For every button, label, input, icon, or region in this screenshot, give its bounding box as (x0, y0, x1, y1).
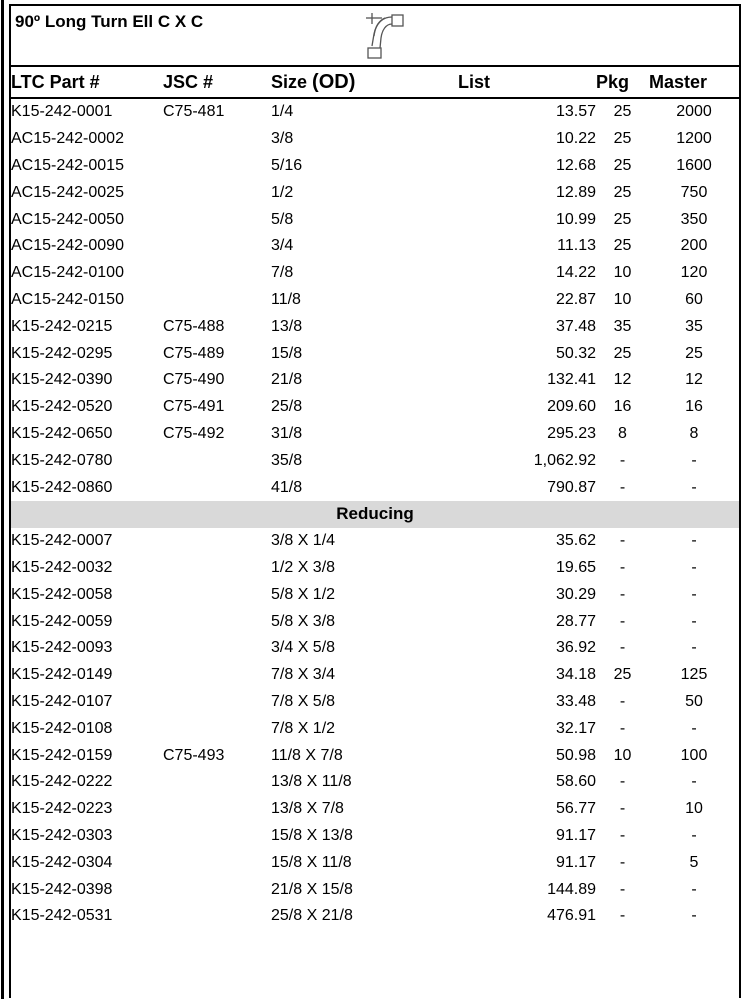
table-row (11, 823, 739, 850)
cell-jsc-number (163, 662, 271, 689)
table-row (11, 715, 739, 742)
cell-size: 3/4 (271, 237, 294, 255)
header-pkg: Pkg (596, 66, 649, 98)
cell-size: 3/8 (271, 130, 294, 148)
cell-list-price: 37.48 (555, 317, 596, 335)
cell-pkg: 8 (618, 424, 627, 442)
cell-pkg: 10 (613, 290, 632, 308)
cell-size: 11/8 (271, 290, 301, 308)
cell-size: 7/8 (271, 264, 294, 282)
cell-jsc-number (163, 769, 271, 796)
cell-list-price: 132.41 (547, 371, 596, 389)
cell-jsc-number (163, 528, 271, 555)
cell-size: 5/8 X 1/2 (271, 585, 336, 603)
cell-pkg: - (619, 612, 626, 630)
table-row (11, 876, 739, 903)
cell-list-price: 91.17 (555, 853, 596, 871)
table-row (11, 474, 739, 501)
cell-pkg: 25 (613, 183, 632, 201)
cell-part-number: AC15-242-0100 (11, 264, 124, 282)
cell-jsc-number (163, 126, 271, 153)
cell-pkg: 12 (613, 371, 632, 389)
cell-size: 35/8 (271, 451, 303, 469)
header-master: Master (649, 66, 739, 98)
cell-part-number: K15-242-0058 (11, 585, 113, 603)
cell-list-price: 12.68 (555, 156, 596, 174)
cell-list-price: 50.98 (555, 746, 596, 764)
cell-master: 8 (689, 424, 699, 442)
cell-jsc-number (163, 555, 271, 582)
cell-part-number: K15-242-0107 (11, 692, 113, 710)
cell-jsc-number (163, 153, 271, 180)
table-row (11, 608, 739, 635)
cell-master: 750 (680, 183, 708, 201)
cell-pkg: 25 (613, 156, 632, 174)
cell-list-price: 476.91 (547, 907, 596, 925)
cell-jsc-number (163, 689, 271, 716)
cell-jsc-number (163, 474, 271, 501)
table-row (11, 153, 739, 180)
table-row (11, 179, 739, 206)
header-size-od: (OD) (312, 70, 356, 93)
cell-master: - (691, 451, 697, 469)
cell-pkg: 25 (613, 130, 632, 148)
table-row (11, 260, 739, 287)
cell-part-number: K15-242-0159 (11, 746, 113, 764)
cell-list-price: 36.92 (555, 639, 596, 657)
cell-master: 125 (680, 666, 708, 684)
cell-list-price: 10.99 (555, 210, 596, 228)
cell-jsc-number: C75-488 (163, 317, 225, 335)
cell-size: 21/8 (271, 371, 303, 389)
cell-size: 15/8 (271, 344, 303, 362)
parts-table (11, 65, 739, 930)
cell-part-number: K15-242-0215 (11, 317, 113, 335)
cell-pkg: - (619, 800, 626, 818)
cell-part-number: K15-242-0108 (11, 719, 113, 737)
table-row (11, 340, 739, 367)
cell-size: 7/8 X 1/2 (271, 719, 336, 737)
cell-pkg: - (619, 478, 626, 496)
table-row (11, 394, 739, 421)
cell-pkg: 25 (613, 666, 632, 684)
page-title: 90º Long Turn Ell C X C (15, 12, 204, 31)
cell-part-number: K15-242-0093 (11, 639, 113, 657)
cell-master: 120 (680, 264, 708, 282)
cell-master: - (691, 612, 697, 630)
cell-jsc-number: C75-492 (163, 424, 225, 442)
table-row (11, 447, 739, 474)
cell-list-price: 35.62 (555, 532, 596, 550)
cell-size: 13/8 X 7/8 (271, 800, 344, 818)
cell-master: 1200 (676, 130, 712, 148)
cell-master: - (691, 719, 697, 737)
cell-jsc-number: C75-491 (163, 398, 225, 416)
cell-list-price: 11.13 (557, 237, 596, 255)
cell-size: 11/8 X 7/8 (271, 746, 343, 764)
cell-pkg: 25 (613, 210, 632, 228)
cell-jsc-number (163, 823, 271, 850)
cell-list-price: 22.87 (555, 290, 596, 308)
cell-size: 41/8 (271, 478, 303, 496)
cell-size: 5/8 X 3/8 (271, 612, 336, 630)
cell-master: 60 (685, 290, 703, 308)
cell-list-price: 58.60 (555, 773, 596, 791)
cell-part-number: K15-242-0860 (11, 478, 113, 496)
table-row (11, 635, 739, 662)
cell-pkg: 25 (613, 103, 632, 121)
cell-master: - (691, 478, 697, 496)
cell-list-price: 13.57 (555, 103, 596, 121)
cell-size: 1/4 (271, 103, 294, 121)
cell-list-price: 34.18 (555, 666, 596, 684)
cell-pkg: 25 (613, 344, 632, 362)
table-row (11, 421, 739, 448)
header-size (271, 66, 458, 98)
cell-pkg: - (619, 451, 626, 469)
cell-master: - (691, 880, 697, 898)
cell-part-number: AC15-242-0025 (11, 183, 124, 201)
cell-jsc-number: C75-489 (163, 344, 225, 362)
cell-size: 15/8 X 11/8 (271, 853, 352, 871)
cell-master: - (691, 639, 697, 657)
cell-jsc-number (163, 796, 271, 823)
cell-master: - (691, 907, 697, 925)
cell-master: - (691, 826, 697, 844)
cell-master: 50 (685, 692, 703, 710)
cell-jsc-number (163, 849, 271, 876)
cell-pkg: 10 (613, 264, 632, 282)
cell-jsc-number (163, 903, 271, 930)
cell-pkg: - (619, 826, 626, 844)
cell-jsc-number (163, 260, 271, 287)
cell-part-number: K15-242-0390 (11, 371, 113, 389)
cell-master: 350 (680, 210, 708, 228)
table-row (11, 206, 739, 233)
cell-pkg: - (619, 558, 626, 576)
cell-part-number: K15-242-0059 (11, 612, 113, 630)
cell-size: 3/4 X 5/8 (271, 639, 336, 657)
cell-master: 1600 (676, 156, 712, 174)
cell-master: 25 (685, 344, 703, 362)
cell-jsc-number (163, 608, 271, 635)
header-list: List (458, 66, 596, 98)
cell-part-number: K15-242-0520 (11, 398, 113, 416)
table-row (11, 742, 739, 769)
section-header-reducing (11, 501, 739, 528)
cell-pkg: - (619, 853, 626, 871)
cell-master: - (691, 773, 697, 791)
table-row (11, 662, 739, 689)
table-row (11, 126, 739, 153)
cell-pkg: - (619, 639, 626, 657)
cell-part-number: K15-242-0001 (11, 103, 113, 121)
cell-size: 7/8 X 5/8 (271, 692, 336, 710)
cell-pkg: - (619, 585, 626, 603)
cell-list-price: 295.23 (547, 424, 596, 442)
price-sheet (9, 4, 741, 998)
cell-part-number: K15-242-0222 (11, 773, 113, 791)
table-row (11, 367, 739, 394)
cell-list-price: 56.77 (555, 800, 596, 818)
cell-master: - (691, 532, 697, 550)
cell-master: - (691, 558, 697, 576)
table-row (11, 849, 739, 876)
cell-jsc-number (163, 715, 271, 742)
cell-size: 15/8 X 13/8 (271, 826, 353, 844)
cell-master: 16 (685, 398, 703, 416)
cell-size: 25/8 (271, 398, 303, 416)
left-margin-bar (1, 0, 4, 999)
section-label: Reducing (11, 501, 739, 528)
cell-part-number: AC15-242-0002 (11, 130, 124, 148)
cell-part-number: AC15-242-0150 (11, 290, 124, 308)
table-row (11, 581, 739, 608)
table-row (11, 796, 739, 823)
elbow-fitting-icon (364, 12, 404, 60)
cell-part-number: AC15-242-0090 (11, 237, 124, 255)
cell-list-price: 209.60 (547, 398, 596, 416)
cell-pkg: - (619, 773, 626, 791)
cell-list-price: 50.32 (555, 344, 596, 362)
cell-jsc-number (163, 447, 271, 474)
table-row (11, 287, 739, 314)
cell-jsc-number: C75-490 (163, 371, 225, 389)
cell-size: 21/8 X 15/8 (271, 880, 353, 898)
table-row (11, 903, 739, 930)
cell-jsc-number (163, 287, 271, 314)
cell-pkg: 35 (613, 317, 632, 335)
table-body (11, 98, 739, 930)
cell-size: 31/8 (271, 424, 303, 442)
cell-size: 5/16 (271, 156, 303, 174)
cell-size: 13/8 X 11/8 (271, 773, 352, 791)
header-row (11, 66, 739, 98)
cell-pkg: - (619, 880, 626, 898)
cell-part-number: K15-242-0303 (11, 826, 113, 844)
cell-size: 1/2 X 3/8 (271, 558, 336, 576)
cell-master: 200 (680, 237, 708, 255)
cell-pkg: - (619, 532, 626, 550)
cell-list-price: 28.77 (555, 612, 596, 630)
table-row (11, 555, 739, 582)
cell-part-number: AC15-242-0015 (11, 156, 124, 174)
cell-size: 25/8 X 21/8 (271, 907, 353, 925)
cell-pkg: - (619, 907, 626, 925)
cell-part-number: K15-242-0295 (11, 344, 113, 362)
cell-master: 10 (685, 800, 703, 818)
cell-pkg: 10 (613, 746, 632, 764)
table-row (11, 313, 739, 340)
cell-part-number: K15-242-0650 (11, 424, 113, 442)
cell-list-price: 30.29 (555, 585, 596, 603)
cell-pkg: 16 (613, 398, 632, 416)
cell-part-number: K15-242-0032 (11, 558, 113, 576)
table-row (11, 528, 739, 555)
cell-jsc-number: C75-493 (163, 746, 225, 764)
cell-master: 100 (680, 746, 708, 764)
cell-master: 5 (689, 853, 699, 871)
cell-part-number: K15-242-0780 (11, 451, 113, 469)
header-size-label: Size (271, 71, 313, 92)
cell-list-price: 790.87 (547, 478, 596, 496)
cell-part-number: K15-242-0007 (11, 532, 113, 550)
table-row (11, 98, 739, 126)
title-row (11, 4, 739, 65)
cell-pkg: 25 (613, 237, 632, 255)
cell-jsc-number (163, 876, 271, 903)
cell-list-price: 14.22 (555, 264, 596, 282)
cell-size: 1/2 (271, 183, 294, 201)
table-row (11, 689, 739, 716)
cell-part-number: K15-242-0398 (11, 880, 113, 898)
cell-jsc-number (163, 581, 271, 608)
table-row (11, 233, 739, 260)
cell-list-price: 32.17 (555, 719, 596, 737)
cell-part-number: K15-242-0223 (11, 800, 113, 818)
cell-list-price: 1,062.92 (533, 451, 596, 469)
header-part: LTC Part # (11, 66, 163, 98)
header-jsc: JSC # (163, 66, 271, 98)
cell-part-number: K15-242-0304 (11, 853, 113, 871)
cell-master: 12 (685, 371, 703, 389)
cell-part-number: AC15-242-0050 (11, 210, 124, 228)
cell-master: - (691, 585, 697, 603)
cell-list-price: 12.89 (555, 183, 596, 201)
cell-pkg: - (619, 692, 626, 710)
cell-list-price: 19.65 (555, 558, 596, 576)
cell-list-price: 33.48 (555, 692, 596, 710)
cell-jsc-number (163, 635, 271, 662)
cell-master: 2000 (676, 103, 712, 121)
table-row (11, 769, 739, 796)
cell-size: 13/8 (271, 317, 303, 335)
cell-master: 35 (685, 317, 703, 335)
cell-list-price: 10.22 (555, 130, 596, 148)
cell-size: 3/8 X 1/4 (271, 532, 336, 550)
cell-jsc-number (163, 206, 271, 233)
cell-part-number: K15-242-0149 (11, 666, 113, 684)
cell-list-price: 144.89 (547, 880, 596, 898)
cell-jsc-number: C75-481 (163, 103, 225, 121)
cell-jsc-number (163, 233, 271, 260)
cell-size: 5/8 (271, 210, 294, 228)
cell-jsc-number (163, 179, 271, 206)
cell-part-number: K15-242-0531 (11, 907, 113, 925)
cell-list-price: 91.17 (555, 826, 596, 844)
cell-size: 7/8 X 3/4 (271, 666, 336, 684)
cell-pkg: - (619, 719, 626, 737)
